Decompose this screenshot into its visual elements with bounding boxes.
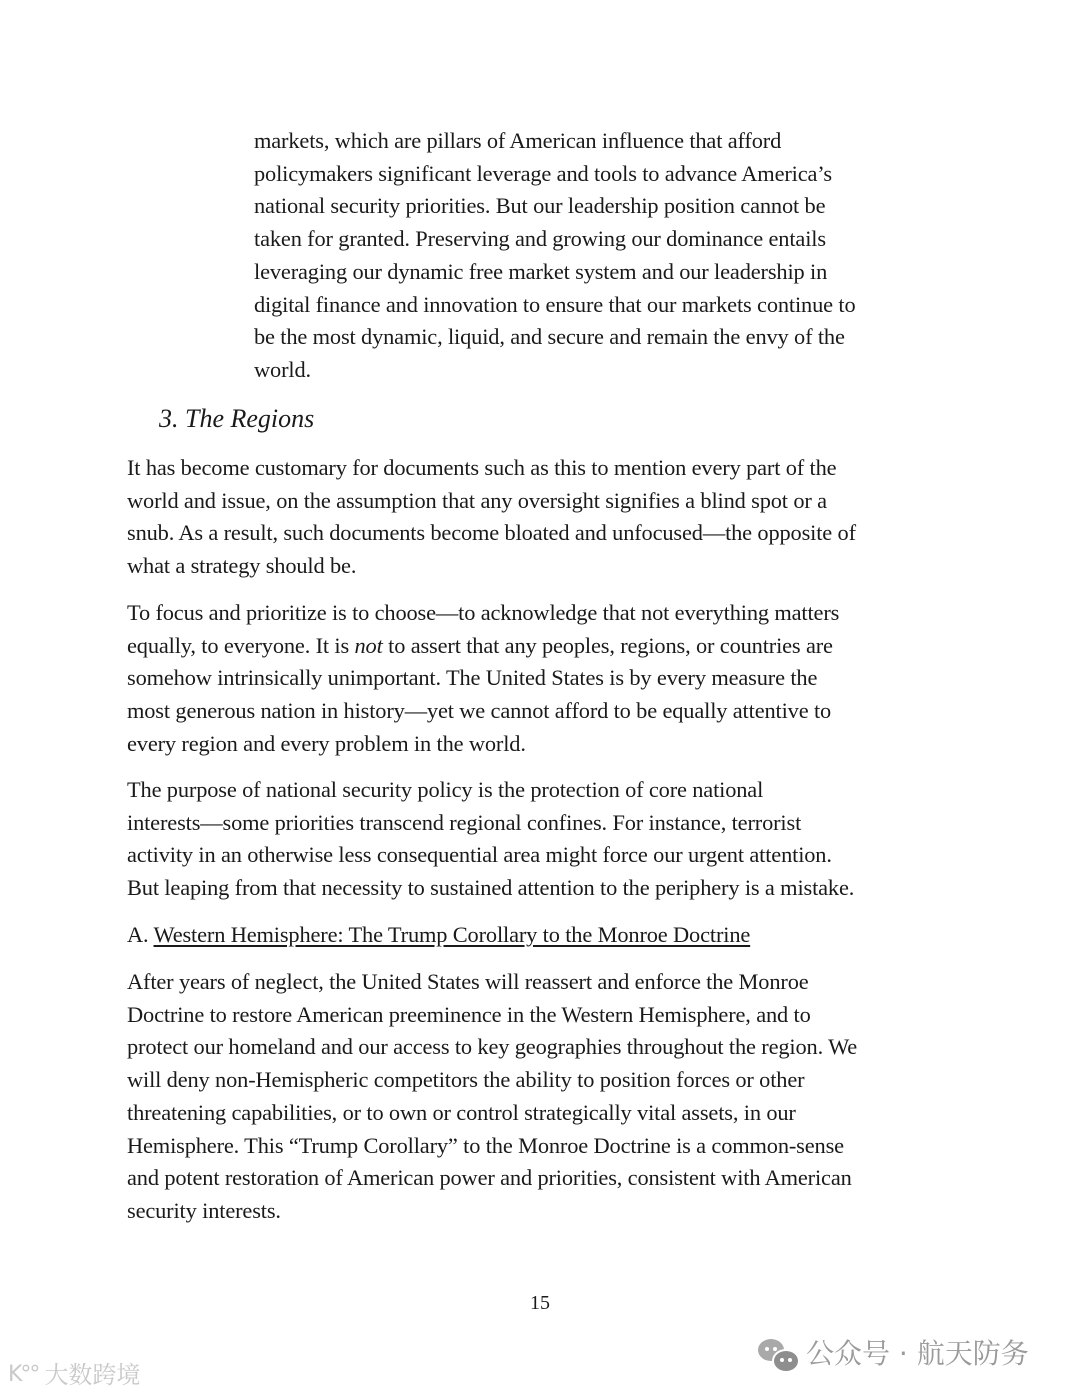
text-line: policymakers significant leverage and tools to advance America’s [254,160,832,186]
continued-paragraph [254,125,856,387]
watermark-logo [8,1360,140,1390]
text-line: It has become customary for documents such as this to mention every part of the [127,455,837,480]
text-line: But leaping from that necessity to sustained attention to the periphery is a mistake. [127,875,855,901]
text-line: will deny non-Hemispheric competitors the ability to position forces or other [127,1067,805,1093]
text-line: what a strategy should be. [127,553,357,579]
text-line: activity in an otherwise less consequential area might force our urgent attention. [127,842,832,868]
text-line: interests—some priorities transcend regional confines. For instance, terrorist [127,809,802,835]
text-line: leveraging our dynamic free market system and our leadership in [254,258,828,284]
text-line: threatening capabilities, or to own or control strategically vital assets, in our [127,1099,796,1125]
text-line: The purpose of national security policy is the protection of core national [127,777,764,802]
text-line: security interests. [127,1197,281,1223]
text-line: taken for granted. Preserving and growing our dominance entails [254,226,826,252]
text-line: world and issue, on the assumption that any oversight signifies a blind spot or a [127,487,827,513]
text-line: somehow intrinsically unimportant. The United States is by every measure the [127,665,818,691]
paragraph-prioritize [127,597,839,761]
text-line: Hemisphere. This “Trump Corollary” to the Monroe Doctrine is a common-sense [127,1132,844,1158]
text-line: every region and every problem in the world. [127,730,526,756]
logo-icon: K°° [8,1362,39,1387]
text-line: protect our homeland and our access to key geographies throughout the region. We [127,1034,858,1060]
subsection-label: A. [127,922,149,947]
text-line: national security priorities. But our leadership position cannot be [254,193,826,219]
paragraph-monroe-doctrine [127,966,857,1228]
wechat-icon [758,1337,798,1371]
page-number: 15 [530,1292,550,1314]
text-line: digital finance and innovation to ensure that our markets continue to [254,291,856,317]
text-line [127,630,839,663]
text-line: Doctrine to restore American preeminence in the Western Hemisphere, and to [127,1001,811,1027]
section-heading: 3. The Regions [159,404,315,433]
paragraph-purpose [127,774,854,905]
watermark-wechat [758,1334,1029,1374]
subsection-heading [127,919,750,952]
text-line: world. [254,356,311,382]
text-line: and potent restoration of American power and priorities, consistent with American [127,1165,852,1191]
subsection-title: Western Hemisphere: The Trump Corollary to the Monroe Doctrine [153,922,751,947]
emphasis-not: not [354,632,383,658]
watermark-wechat-text: 公众号 · 航天防务 [806,1337,1029,1370]
text-line: snub. As a result, such documents become bloated and unfocused—the opposite of [127,520,856,546]
watermark-logo-text: 大数跨境 [44,1361,141,1389]
text-line: After years of neglect, the United States will reassert and enforce the Monroe [127,969,809,994]
text-segment: equally, to everyone. It is [127,632,355,658]
text-line: be the most dynamic, liquid, and secure and remain the envy of the [254,324,845,350]
paragraph-customary [127,452,856,583]
text-line: most generous nation in history—yet we cannot afford to be equally attentive to [127,698,832,724]
text-line: markets, which are pillars of American influence that afford [254,128,782,153]
text-segment: to assert that any peoples, regions, or countries are [382,632,833,658]
text-line: To focus and prioritize is to choose—to acknowledge that not everything matters [127,600,840,625]
